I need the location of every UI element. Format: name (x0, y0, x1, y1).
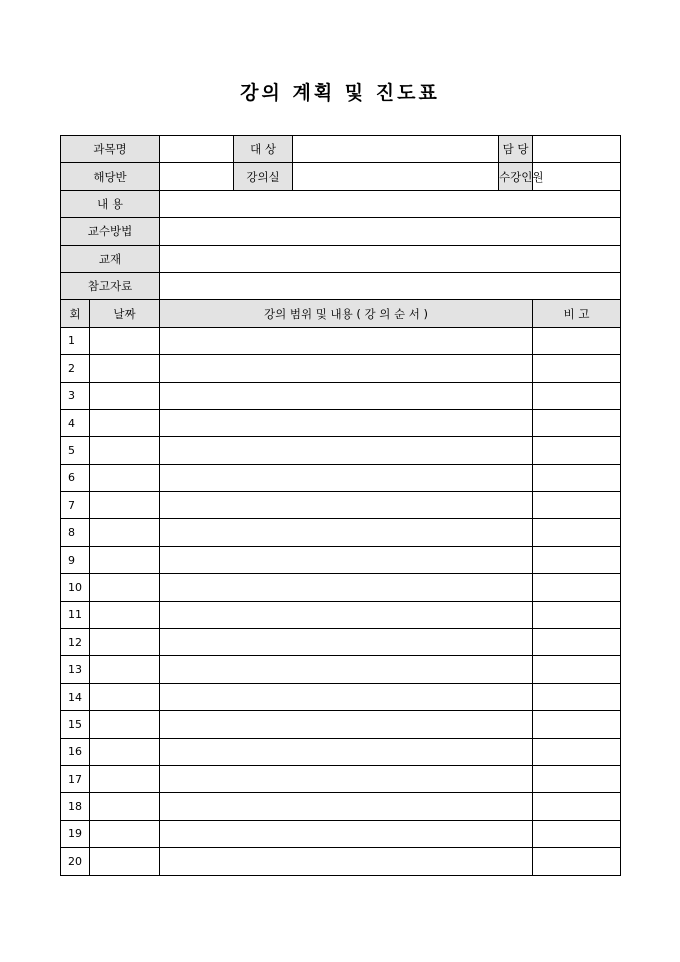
date-header: 날짜 (90, 300, 160, 327)
scope-cell[interactable] (160, 629, 533, 656)
reference-field[interactable] (160, 272, 621, 299)
schedule-row (61, 601, 621, 628)
method-field[interactable] (160, 218, 621, 245)
subject-field[interactable] (160, 136, 234, 163)
schedule-row (61, 820, 621, 847)
scope-cell[interactable] (160, 519, 533, 546)
date-cell[interactable] (90, 382, 160, 409)
date-cell[interactable] (90, 519, 160, 546)
schedule-row (61, 409, 621, 436)
session-number: 12 (61, 629, 90, 656)
date-cell[interactable] (90, 464, 160, 491)
schedule-row (61, 546, 621, 573)
date-cell[interactable] (90, 355, 160, 382)
content-field[interactable] (160, 190, 621, 217)
date-cell[interactable] (90, 574, 160, 601)
date-cell[interactable] (90, 820, 160, 847)
note-cell[interactable] (533, 765, 621, 792)
session-no-header: 회 (61, 300, 90, 327)
schedule-row (61, 519, 621, 546)
date-cell[interactable] (90, 327, 160, 354)
date-cell[interactable] (90, 656, 160, 683)
schedule-row (61, 765, 621, 792)
reference-label: 참고자료 (61, 272, 160, 299)
note-cell[interactable] (533, 574, 621, 601)
scope-cell[interactable] (160, 711, 533, 738)
note-cell[interactable] (533, 820, 621, 847)
note-cell[interactable] (533, 409, 621, 436)
session-number: 6 (61, 464, 90, 491)
schedule-row (61, 382, 621, 409)
session-number: 10 (61, 574, 90, 601)
date-cell[interactable] (90, 683, 160, 710)
schedule-row (61, 355, 621, 382)
note-cell[interactable] (533, 793, 621, 820)
session-number: 20 (61, 848, 90, 875)
session-number: 18 (61, 793, 90, 820)
note-cell[interactable] (533, 327, 621, 354)
content-label: 내 용 (61, 190, 160, 217)
session-number: 2 (61, 355, 90, 382)
note-cell[interactable] (533, 437, 621, 464)
session-number: 11 (61, 601, 90, 628)
scope-cell[interactable] (160, 327, 533, 354)
textbook-label: 교재 (61, 245, 160, 272)
room-field[interactable] (293, 163, 499, 190)
date-cell[interactable] (90, 738, 160, 765)
note-cell[interactable] (533, 848, 621, 875)
scope-cell[interactable] (160, 546, 533, 573)
students-field[interactable] (533, 163, 621, 190)
schedule-row (61, 464, 621, 491)
note-cell[interactable] (533, 683, 621, 710)
note-cell[interactable] (533, 601, 621, 628)
note-cell[interactable] (533, 519, 621, 546)
note-cell[interactable] (533, 382, 621, 409)
scope-cell[interactable] (160, 574, 533, 601)
scope-cell[interactable] (160, 738, 533, 765)
scope-cell[interactable] (160, 492, 533, 519)
class-label: 해당반 (61, 163, 160, 190)
scope-cell[interactable] (160, 409, 533, 436)
date-cell[interactable] (90, 793, 160, 820)
target-label: 대 상 (234, 136, 293, 163)
session-number: 13 (61, 656, 90, 683)
session-number: 14 (61, 683, 90, 710)
schedule-row (61, 793, 621, 820)
scope-cell[interactable] (160, 765, 533, 792)
page-title: 강의 계획 및 진도표 (240, 82, 440, 104)
schedule-row (61, 629, 621, 656)
schedule-row (61, 738, 621, 765)
note-cell[interactable] (533, 546, 621, 573)
schedule-row (61, 711, 621, 738)
schedule-header-row (61, 300, 621, 327)
date-cell[interactable] (90, 629, 160, 656)
session-number: 17 (61, 765, 90, 792)
method-label: 교수방법 (61, 218, 160, 245)
note-cell[interactable] (533, 464, 621, 491)
subject-label: 과목명 (61, 136, 160, 163)
session-number: 4 (61, 409, 90, 436)
scope-cell[interactable] (160, 382, 533, 409)
target-field[interactable] (293, 136, 499, 163)
session-number: 7 (61, 492, 90, 519)
note-cell[interactable] (533, 355, 621, 382)
schedule-row (61, 683, 621, 710)
schedule-row (61, 656, 621, 683)
scope-cell[interactable] (160, 820, 533, 847)
note-cell[interactable] (533, 492, 621, 519)
scope-cell[interactable] (160, 355, 533, 382)
charge-field[interactable] (533, 136, 621, 163)
note-cell[interactable] (533, 629, 621, 656)
scope-cell[interactable] (160, 601, 533, 628)
schedule-row (61, 848, 621, 875)
date-cell[interactable] (90, 409, 160, 436)
session-number: 9 (61, 546, 90, 573)
schedule-row (61, 492, 621, 519)
date-cell[interactable] (90, 492, 160, 519)
note-cell[interactable] (533, 738, 621, 765)
schedule-row (61, 327, 621, 354)
session-number: 8 (61, 519, 90, 546)
date-cell[interactable] (90, 711, 160, 738)
schedule-row (61, 437, 621, 464)
note-header: 비 고 (533, 300, 621, 327)
scope-cell[interactable] (160, 683, 533, 710)
scope-cell[interactable] (160, 793, 533, 820)
scope-cell[interactable] (160, 464, 533, 491)
date-cell[interactable] (90, 437, 160, 464)
lecture-plan-table (60, 135, 621, 876)
session-number: 3 (61, 382, 90, 409)
date-cell[interactable] (90, 848, 160, 875)
textbook-field[interactable] (160, 245, 621, 272)
scope-header: 강의 범위 및 내용 ( 강 의 순 서 ) (160, 300, 533, 327)
session-number: 19 (61, 820, 90, 847)
date-cell[interactable] (90, 546, 160, 573)
note-cell[interactable] (533, 656, 621, 683)
scope-cell[interactable] (160, 656, 533, 683)
session-number: 16 (61, 738, 90, 765)
class-field[interactable] (160, 163, 234, 190)
room-label: 강의실 (234, 163, 293, 190)
session-number: 15 (61, 711, 90, 738)
scope-cell[interactable] (160, 437, 533, 464)
session-number: 5 (61, 437, 90, 464)
session-number: 1 (61, 327, 90, 354)
note-cell[interactable] (533, 711, 621, 738)
schedule-row (61, 574, 621, 601)
date-cell[interactable] (90, 601, 160, 628)
charge-label: 담 당 (499, 136, 533, 163)
date-cell[interactable] (90, 765, 160, 792)
students-label: 수강인원 (499, 163, 533, 190)
scope-cell[interactable] (160, 848, 533, 875)
